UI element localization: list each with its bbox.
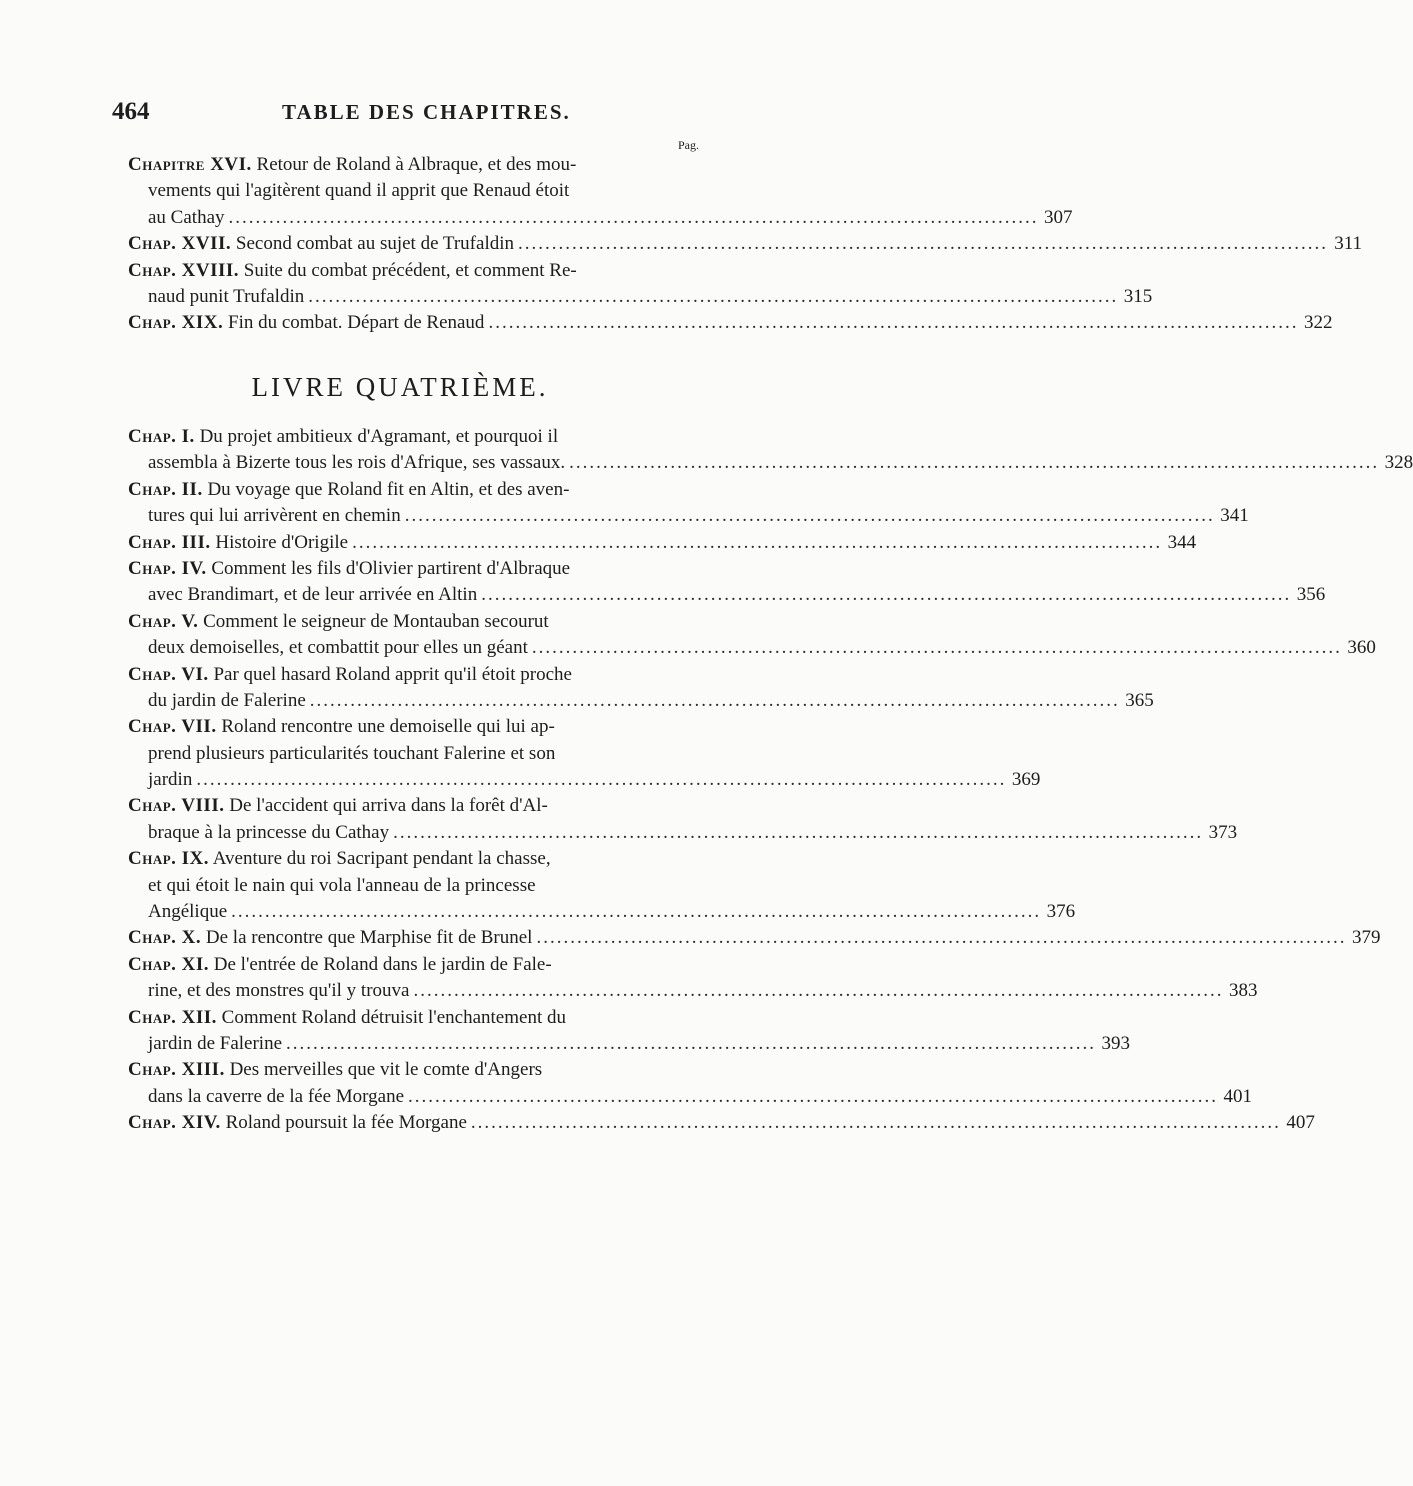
chapter-label: Chap. XVIII.	[128, 259, 240, 281]
toc-entry-line	[128, 231, 1363, 257]
chapter-title-text: avec Brandimart, et de leur arrivée en Altin	[148, 584, 478, 606]
toc-entry	[128, 231, 1363, 257]
toc-entry	[128, 1110, 1315, 1136]
toc-entry-text	[148, 1084, 404, 1110]
chapter-label: Chap. XIV.	[128, 1112, 221, 1134]
chapter-title-text: De l'accident qui arriva dans la forêt d'Al-	[229, 795, 548, 817]
dot-leader: ........................................................................................................................	[404, 505, 1215, 527]
chapter-label: Chapitre XVI.	[128, 154, 252, 175]
chapter-title-text: naud punit Trufaldin	[148, 285, 305, 307]
chapter-title-text: De l'entrée de Roland dans le jardin de Fale-	[213, 953, 552, 975]
toc-entry-line	[128, 450, 1413, 476]
chapter-label: Chap. XI.	[128, 953, 210, 975]
toc-entry	[128, 152, 1073, 231]
toc-entry-line	[128, 284, 1153, 310]
chapter-title-text: jardin	[148, 769, 193, 791]
toc-entry	[128, 310, 1333, 336]
chapter-title-text: deux demoiselles, et combattit pour elles un géant	[148, 637, 528, 659]
chapter-label: Chap. IV.	[128, 557, 207, 579]
toc-entry-line	[128, 258, 688, 284]
toc-entry-text	[128, 152, 576, 178]
dot-leader: ........................................................................................................................	[308, 285, 1119, 307]
page-number-ref: 376	[1046, 901, 1076, 923]
chapter-label: Chap. II.	[128, 478, 203, 500]
dot-leader: ........................................................................................................................	[569, 452, 1380, 474]
dot-leader: ........................................................................................................................	[518, 233, 1329, 255]
toc-entry-line	[128, 310, 1333, 336]
chapter-title-text: Second combat au sujet de Trufaldin	[235, 233, 515, 255]
dot-leader: ........................................................................................................................	[413, 980, 1224, 1002]
chapter-title-text: Du voyage que Roland fit en Altin, et des aven-	[207, 478, 570, 500]
toc-entry-line	[128, 952, 688, 978]
toc-entry	[128, 793, 1238, 846]
page-number-ref: 344	[1167, 531, 1197, 553]
toc-entry-line	[128, 978, 1258, 1004]
chapter-title-text: Roland poursuit la fée Morgane	[225, 1112, 467, 1134]
chapter-label: Chap. XVII.	[128, 233, 232, 255]
page-number-ref: 322	[1303, 312, 1333, 334]
toc-entry	[128, 530, 1197, 556]
toc-entry-text	[128, 424, 558, 450]
toc-entry-line	[128, 609, 688, 635]
toc-entry-text	[148, 178, 569, 204]
toc-entry-text	[148, 205, 225, 231]
toc-entry-line	[128, 477, 688, 503]
page-number-ref: 393	[1101, 1032, 1131, 1054]
toc-entry-text	[128, 925, 532, 951]
chapter-title-text: Comment les fils d'Olivier partirent d'Albraque	[211, 557, 571, 579]
toc-entry-line	[128, 205, 1073, 231]
toc-entry-text	[128, 846, 551, 872]
chapter-title-text: prend plusieurs particularités touchant Falerine et son	[148, 742, 556, 764]
toc-entry-text	[148, 978, 409, 1004]
dot-leader: ........................................................................................................................	[481, 584, 1292, 606]
toc-entry-line	[128, 152, 688, 178]
toc-entry-text	[148, 1031, 282, 1057]
page-number-ref: 311	[1334, 233, 1363, 255]
toc-entry-line	[128, 178, 688, 204]
page-number: 464	[112, 98, 150, 125]
toc-entry-line	[128, 635, 1376, 661]
dot-leader: ........................................................................................................................	[228, 206, 1039, 228]
chapter-title-text: vements qui l'agitèrent quand il apprit que Renaud étoit	[148, 180, 570, 202]
chapter-title-text: De la rencontre que Marphise fit de Brunel	[205, 927, 533, 949]
toc-entry-line	[128, 1084, 1253, 1110]
page-number-ref: 360	[1347, 637, 1376, 659]
toc-entry-line	[128, 1005, 688, 1031]
page-number-ref: 383	[1228, 980, 1258, 1002]
dot-leader: ........................................................................................................................	[531, 637, 1342, 659]
toc-entry	[128, 846, 1076, 925]
toc-entry-text	[148, 899, 227, 925]
toc-entry-text	[128, 258, 577, 284]
chapter-title-text: Retour de Roland à Albraque, et des mou-	[256, 154, 577, 175]
page-number-ref: 365	[1125, 689, 1154, 711]
toc-entry-text	[148, 582, 477, 608]
chapter-title-text: Par quel hasard Roland apprit qu'il étoit proche	[213, 663, 572, 685]
chapter-title-text: Angélique	[148, 901, 228, 923]
dot-leader: ........................................................................................................................	[536, 927, 1347, 949]
dot-leader: ........................................................................................................................	[286, 1032, 1097, 1054]
page-number-ref: 315	[1123, 285, 1153, 307]
dot-leader: ........................................................................................................................	[408, 1085, 1219, 1107]
toc-entry-text	[128, 1110, 467, 1136]
toc-entry-text	[148, 503, 401, 529]
toc-entry	[128, 1005, 1131, 1058]
toc-entry-text	[148, 767, 192, 793]
chapter-title-text: braque à la princesse du Cathay	[148, 821, 390, 843]
chapter-title-text: Comment Roland détruisit l'enchantement du	[221, 1006, 566, 1028]
toc-entry-text	[148, 820, 389, 846]
toc-entry-text	[148, 635, 528, 661]
toc-entry-line	[128, 820, 1238, 846]
section-title: LIVRE QUATRIÈME.	[251, 372, 549, 402]
dot-leader: ........................................................................................................................	[309, 689, 1120, 711]
toc-entry-text	[148, 873, 536, 899]
toc-entry-line	[128, 556, 688, 582]
chapter-title-text: Suite du combat précédent, et comment Re-	[243, 259, 577, 281]
toc-entry	[128, 925, 1381, 951]
toc-entry-line	[128, 899, 1076, 925]
toc-entry-line	[128, 741, 688, 767]
running-title: TABLE DES CHAPITRES.	[282, 100, 571, 124]
chapter-title-text: tures qui lui arrivèrent en chemin	[148, 505, 401, 527]
page-number-ref: 407	[1286, 1112, 1315, 1134]
toc-entry-line	[128, 530, 1197, 556]
toc-entry-line	[128, 873, 688, 899]
toc-entry-line	[128, 688, 1154, 714]
toc-entry-text	[128, 609, 549, 635]
toc-entry-text	[148, 284, 304, 310]
chapter-label: Chap. XIX.	[128, 312, 224, 334]
chapter-label: Chap. VIII.	[128, 795, 225, 817]
toc-entry-line	[128, 714, 688, 740]
page-column-label: Pag.	[678, 138, 699, 152]
chapter-title-text: du jardin de Falerine	[148, 689, 306, 711]
chapter-title-text: assembla à Bizerte tous les rois d'Afrique, ses vassaux.	[148, 452, 566, 474]
toc-entry-line	[128, 662, 688, 688]
toc-entry-line	[128, 1057, 688, 1083]
toc-entry-line	[128, 1110, 1315, 1136]
page-header	[112, 98, 712, 132]
chapter-title-text: rine, et des monstres qu'il y trouva	[148, 980, 410, 1002]
toc-entry-text	[128, 662, 572, 688]
dot-leader: ........................................................................................................................	[488, 312, 1299, 334]
toc-entry	[128, 258, 1153, 311]
toc-entry-text	[128, 1057, 542, 1083]
page-number-ref: 341	[1220, 505, 1249, 527]
chapter-title-text: et qui étoit le nain qui vola l'anneau de la princesse	[148, 874, 536, 896]
toc-block-livre-troisieme	[128, 152, 1363, 337]
toc-entry-text	[128, 556, 570, 582]
dot-leader: ........................................................................................................................	[352, 531, 1163, 553]
toc-entry-line	[128, 767, 1041, 793]
chapter-title-text: Aventure du roi Sacripant pendant la chasse,	[212, 848, 551, 870]
chapter-title-text: Des merveilles que vit le comte d'Angers	[229, 1059, 543, 1081]
toc-entry-line	[128, 846, 688, 872]
dot-leader: ........................................................................................................................	[470, 1112, 1281, 1134]
toc-entry	[128, 424, 1413, 477]
chapter-title-text: Du projet ambitieux d'Agramant, et pourquoi il	[199, 426, 559, 447]
toc-entry-text	[128, 530, 348, 556]
toc-entry	[128, 556, 1326, 609]
chapter-label: Chap. XII.	[128, 1006, 217, 1028]
toc-entry	[128, 714, 1041, 793]
chapter-title-text: Histoire d'Origile	[215, 531, 349, 553]
dot-leader: ........................................................................................................................	[196, 769, 1007, 791]
chapter-label: Chap. VII.	[128, 716, 217, 738]
chapter-label: Chap. VI.	[128, 663, 209, 685]
toc-entry-line	[128, 793, 688, 819]
dot-leader: ........................................................................................................................	[393, 821, 1204, 843]
chapter-label: Chap. XIII.	[128, 1059, 225, 1081]
chapter-label: Chap. V.	[128, 610, 199, 632]
toc-entry	[128, 952, 1258, 1005]
toc-entry-text	[128, 714, 555, 740]
toc-entry-text	[128, 1005, 566, 1031]
page-number-ref: 307	[1044, 206, 1073, 228]
toc-entry-text	[128, 231, 514, 257]
chapter-label: Chap. IX.	[128, 848, 210, 870]
page-number-ref: 379	[1351, 927, 1381, 949]
toc-entry	[128, 477, 1249, 530]
toc-entry	[128, 609, 1376, 662]
page-number-ref: 373	[1208, 821, 1238, 843]
toc-entry-line	[128, 925, 1381, 951]
toc-entry-line	[128, 1031, 1131, 1057]
chapter-title-text: au Cathay	[148, 206, 225, 228]
chapter-title-text: dans la caverre de la fée Morgane	[148, 1085, 405, 1107]
toc-entry-line	[128, 503, 1249, 529]
chapter-label: Chap. X.	[128, 927, 202, 949]
page-number-ref: 356	[1296, 584, 1326, 606]
toc-entry	[128, 662, 1154, 715]
toc-entry	[128, 1057, 1253, 1110]
toc-entry-text	[128, 952, 552, 978]
toc-entry-text	[148, 450, 565, 476]
page-number-ref: 401	[1223, 1085, 1253, 1107]
toc-entry-text	[148, 741, 555, 767]
toc-entry-line	[128, 424, 688, 450]
toc-entry-text	[128, 310, 484, 336]
chapter-title-text: jardin de Falerine	[148, 1032, 283, 1054]
chapter-label: Chap. III.	[128, 531, 211, 553]
page-number-ref: 328	[1384, 452, 1413, 474]
chapter-title-text: Fin du combat. Départ de Renaud	[228, 312, 485, 334]
toc-entry-text	[128, 477, 569, 503]
page-number-ref: 369	[1011, 769, 1041, 791]
toc-entry-text	[128, 793, 548, 819]
dot-leader: ........................................................................................................................	[231, 901, 1042, 923]
chapter-label: Chap. I.	[128, 426, 195, 447]
chapter-title-text: Comment le seigneur de Montauban secourut	[203, 610, 549, 632]
toc-entry-text	[148, 688, 306, 714]
toc-entry-line	[128, 582, 1326, 608]
toc-block-livre-quatrieme	[128, 424, 1413, 1137]
chapter-title-text: Roland rencontre une demoiselle qui lui ap-	[221, 716, 555, 738]
